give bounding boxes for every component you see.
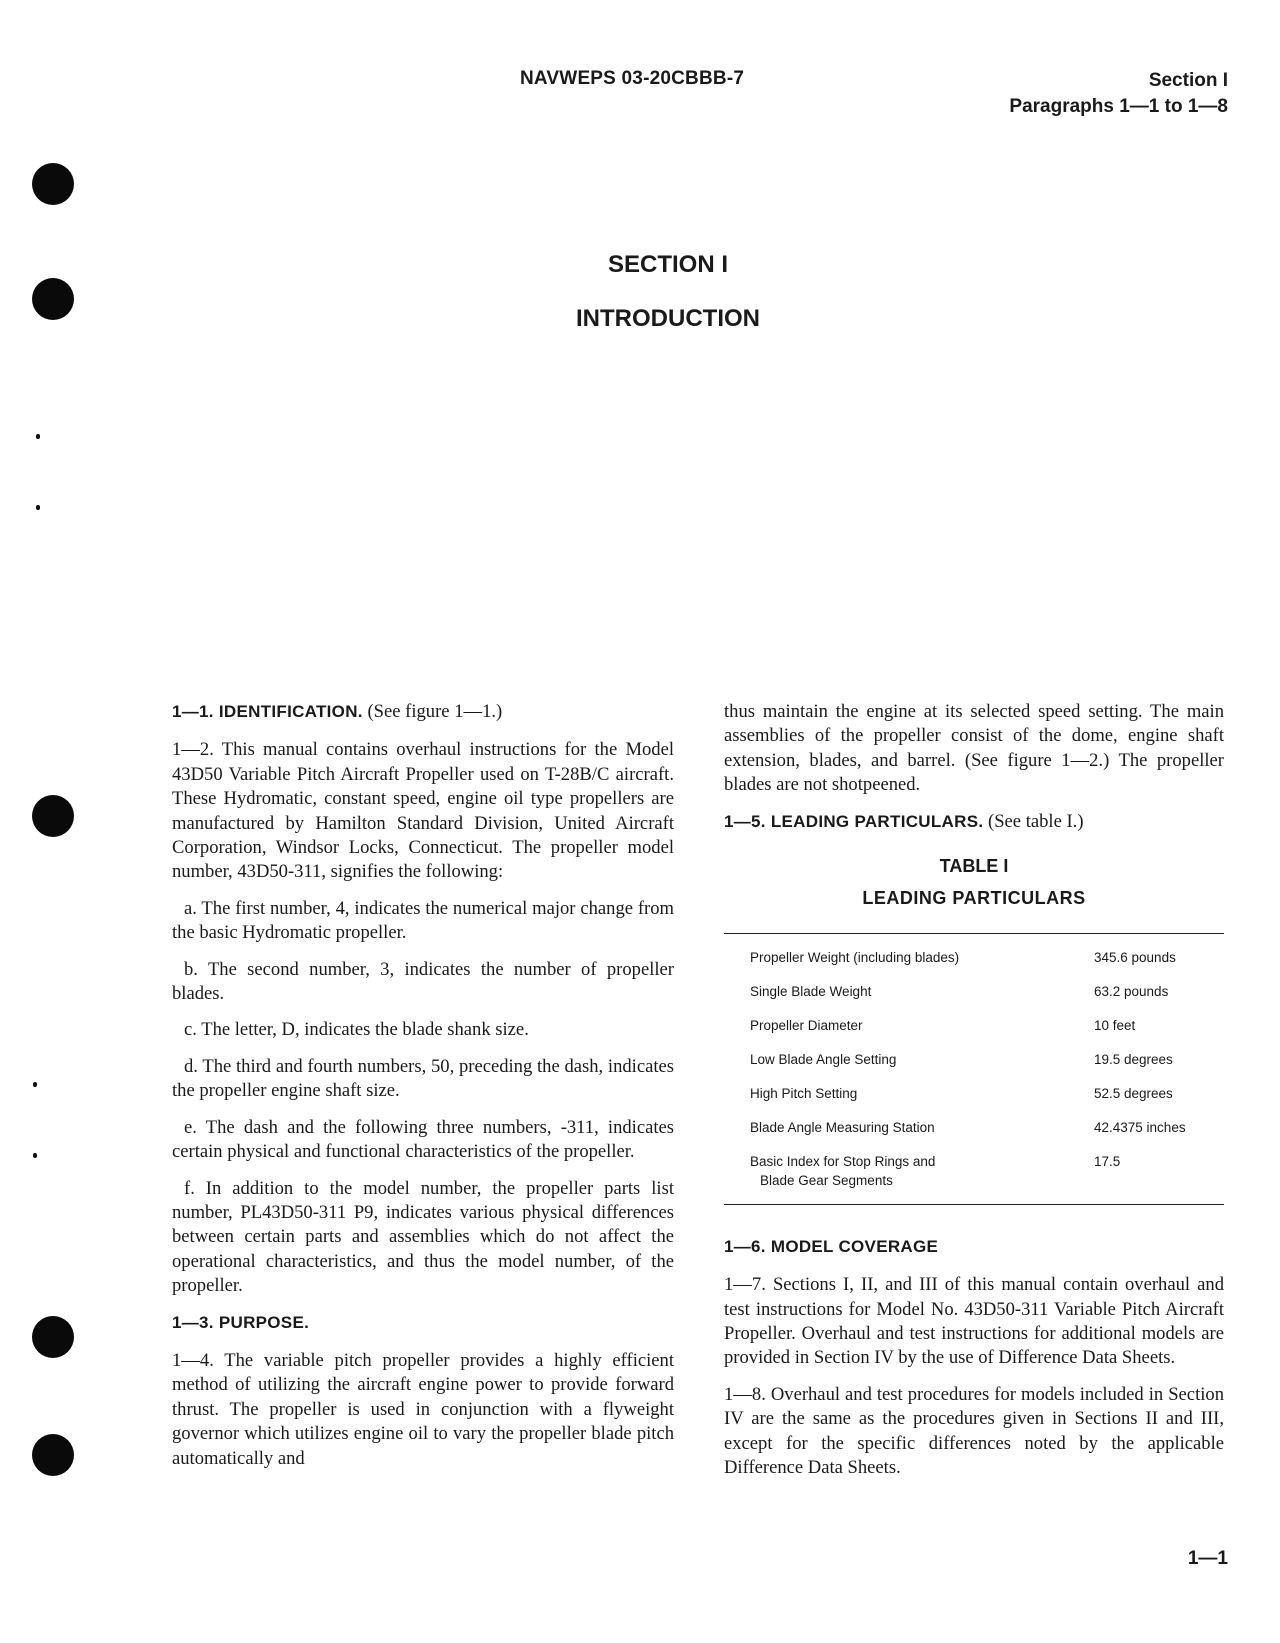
row-value: 19.5 degrees — [1094, 1051, 1173, 1067]
row-label-line-2: Blade Gear Segments — [760, 1172, 893, 1188]
row-value: 10 feet — [1094, 1017, 1136, 1033]
punch-hole-lower — [32, 1316, 74, 1358]
table-row — [724, 1011, 1224, 1045]
leading-particulars-table — [724, 933, 1224, 1205]
paragraph-1-2-c: c. The letter, D, indicates the blade shank size. — [184, 1019, 529, 1041]
row-label: Propeller Weight (including blades) — [750, 949, 960, 965]
punch-hole-bottom — [32, 1434, 74, 1476]
row-value: 63.2 pounds — [1094, 983, 1169, 999]
paragraph-1-4: 1—4. The variable pitch propeller provides a highly efficient method of utilizing the aircraft engine power to provide forward thrust. The propeller is used in conjunction with a flyweight governor which utilizes engine oil to vary the propeller blade pitch automatically and — [172, 1349, 674, 1469]
speck-mark — [33, 1082, 37, 1087]
heading-model-coverage: 1—6. MODEL COVERAGE — [724, 1236, 939, 1256]
introduction-title: INTRODUCTION — [576, 305, 760, 332]
paragraph-1-1 — [172, 700, 674, 724]
punch-hole-top — [32, 163, 74, 205]
paragraph-1-2-f: f. In addition to the model number, the propeller parts list number, PL43D50-311 P9, indicates various physical differences between certain parts and assemblies which do not affect the operational characteristics, and thus the model number, of the propeller. — [172, 1177, 674, 1297]
paragraph-1-2-a: a. The first number, 4, indicates the numerical major change from the basic Hydromatic propeller. — [172, 897, 674, 944]
row-label-line-1: Basic Index for Stop Rings and — [750, 1153, 936, 1169]
page-number: 1—1 — [1187, 1548, 1228, 1569]
right-column — [724, 700, 1224, 1493]
section-reference — [1009, 68, 1228, 120]
table-title: LEADING PARTICULARS — [862, 888, 1086, 909]
table-row — [724, 1113, 1224, 1147]
row-label: Propeller Diameter — [750, 1017, 863, 1033]
heading-identification: 1—1. IDENTIFICATION. — [172, 702, 363, 721]
heading-leading-particulars: 1—5. LEADING PARTICULARS. — [724, 811, 984, 831]
speck-mark — [36, 505, 40, 510]
paragraph-1-6 — [724, 1235, 1224, 1259]
paragraph-1-7: 1—7. Sections I, II, and III of this manual contain overhaul and test instructions for Model No. 43D50-311 Variable Pitch Aircraft Propeller. Overhaul and test instructions for additional models are provided in Section IV by the use of Difference Data Sheets. — [724, 1274, 1224, 1369]
section-title: SECTION I — [607, 251, 728, 278]
row-label: Single Blade Weight — [750, 983, 872, 999]
heading-purpose: 1—3. PURPOSE. — [172, 1312, 310, 1332]
row-value: 345.6 pounds — [1094, 949, 1176, 965]
speck-mark — [36, 434, 40, 439]
table-caption: TABLE I — [939, 856, 1009, 877]
table-row — [724, 1045, 1224, 1079]
paragraph-range: Paragraphs 1—1 to 1—8 — [1009, 96, 1228, 117]
speck-mark — [33, 1153, 37, 1158]
row-value: 42.4375 inches — [1094, 1119, 1186, 1135]
leading-particulars-reference: (See table I.) — [983, 810, 1084, 832]
table-row — [724, 1079, 1224, 1113]
row-label: Low Blade Angle Setting — [750, 1051, 897, 1067]
document-number: NAVWEPS 03-20CBBB-7 — [520, 68, 745, 89]
row-label — [724, 1147, 1094, 1205]
row-value: 52.5 degrees — [1094, 1085, 1173, 1101]
paragraph-1-8: 1—8. Overhaul and test procedures for models included in Section IV are the same as the procedures given in Sections II and III, except for the specific differences noted by the applicable Difference Data Sheets. — [724, 1383, 1224, 1479]
left-column — [172, 700, 674, 1483]
section-label: Section I — [1148, 70, 1228, 91]
punch-hole-middle — [32, 795, 74, 837]
table-row — [724, 1147, 1224, 1205]
paragraph-1-4-continued: thus maintain the engine at its selected speed setting. The main assemblies of the propeller consist of the dome, engine shaft extension, blades, and barrel. (See figure 1—2.) The propeller blades are not shotpeened. — [724, 701, 1224, 796]
paragraph-1-2-d: d. The third and fourth numbers, 50, preceding the dash, indicates the propeller engine shaft size. — [172, 1055, 674, 1102]
paragraph-1-5 — [724, 810, 1224, 834]
paragraph-1-2-e: e. The dash and the following three numbers, -311, indicates certain physical and functional characteristics of the propeller. — [172, 1116, 674, 1163]
row-label: Blade Angle Measuring Station — [750, 1119, 935, 1135]
paragraph-1-2-b: b. The second number, 3, indicates the number of propeller blades. — [172, 958, 674, 1005]
row-value: 17.5 — [1094, 1153, 1121, 1169]
identification-reference: (See figure 1—1.) — [362, 701, 503, 722]
paragraph-1-3 — [172, 1311, 674, 1335]
row-label: High Pitch Setting — [750, 1085, 858, 1101]
table-row — [724, 933, 1224, 977]
paragraph-1-2: 1—2. This manual contains overhaul instructions for the Model 43D50 Variable Pitch Aircraft Propeller used on T-28B/C aircraft. These Hydromatic, constant speed, engine oil type propellers are manufactured by Hamilton Standard Division, United Aircraft Corporation, Windsor Locks, Connecticut. The propeller model number, 43D50-311, signifies the following: — [172, 739, 674, 883]
table-row — [724, 977, 1224, 1011]
